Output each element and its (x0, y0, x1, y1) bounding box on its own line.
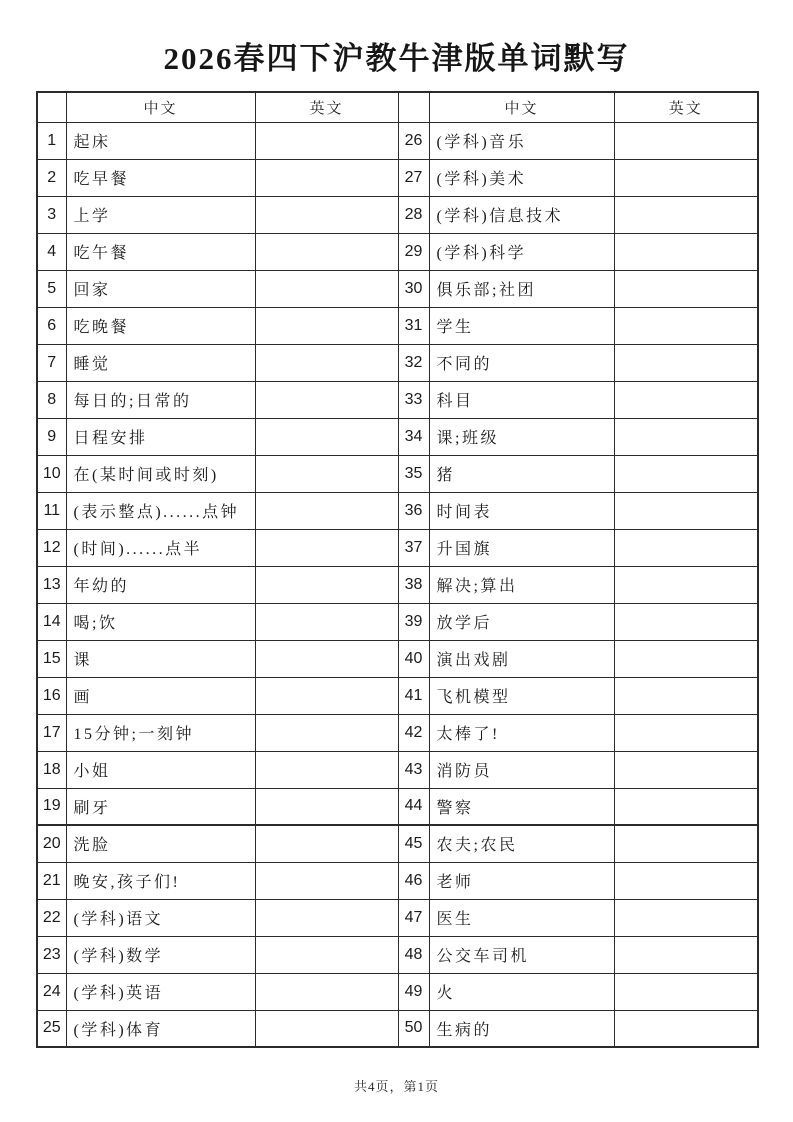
row-number-cell: 3 (37, 196, 66, 233)
row-number-cell: 46 (398, 862, 429, 899)
english-answer-cell (614, 973, 758, 1010)
english-answer-cell (255, 751, 398, 788)
chinese-term-cell: 小姐 (66, 751, 255, 788)
english-answer-cell (614, 455, 758, 492)
table-row (37, 159, 758, 196)
english-answer-cell (255, 973, 398, 1010)
row-number-cell: 40 (398, 640, 429, 677)
chinese-term-cell: 喝;饮 (66, 603, 255, 640)
chinese-term-cell: 吃早餐 (66, 159, 255, 196)
english-answer-cell (255, 455, 398, 492)
page-footer: 共4页，第1页 (353, 1079, 439, 1094)
chinese-term-cell: 解决;算出 (429, 566, 614, 603)
row-number-cell: 8 (37, 381, 66, 418)
chinese-term-cell: 放学后 (429, 603, 614, 640)
chinese-term-cell: (学科)美术 (429, 159, 614, 196)
chinese-term-cell: 画 (66, 677, 255, 714)
chinese-term-cell: 15分钟;一刻钟 (66, 714, 255, 751)
english-answer-cell (614, 196, 758, 233)
english-answer-cell (614, 344, 758, 381)
row-number-cell: 30 (398, 270, 429, 307)
english-answer-cell (614, 899, 758, 936)
table-row (37, 825, 758, 862)
row-number-cell: 10 (37, 455, 66, 492)
english-answer-cell (614, 936, 758, 973)
table-row (37, 899, 758, 936)
row-number-cell: 47 (398, 899, 429, 936)
header-english-right: 英文 (614, 92, 758, 122)
chinese-term-cell: 医生 (429, 899, 614, 936)
english-answer-cell (614, 640, 758, 677)
row-number-cell: 14 (37, 603, 66, 640)
row-number-cell: 29 (398, 233, 429, 270)
row-number-cell: 4 (37, 233, 66, 270)
english-answer-cell (614, 381, 758, 418)
chinese-term-cell: (时间)......点半 (66, 529, 255, 566)
english-answer-cell (255, 159, 398, 196)
table-row (37, 492, 758, 529)
english-answer-cell (614, 862, 758, 899)
row-number-cell: 50 (398, 1010, 429, 1047)
english-answer-cell (255, 1010, 398, 1047)
row-number-cell: 12 (37, 529, 66, 566)
english-answer-cell (255, 862, 398, 899)
table-row (37, 381, 758, 418)
chinese-term-cell: 火 (429, 973, 614, 1010)
chinese-term-cell: (学科)体育 (66, 1010, 255, 1047)
table-row (37, 603, 758, 640)
row-number-cell: 36 (398, 492, 429, 529)
english-answer-cell (614, 307, 758, 344)
chinese-term-cell: 上学 (66, 196, 255, 233)
english-answer-cell (614, 270, 758, 307)
row-number-cell: 44 (398, 788, 429, 825)
chinese-term-cell: (学科)语文 (66, 899, 255, 936)
chinese-term-cell: 时间表 (429, 492, 614, 529)
row-number-cell: 23 (37, 936, 66, 973)
row-number-cell: 45 (398, 825, 429, 862)
header-index-left (37, 92, 66, 122)
english-answer-cell (255, 677, 398, 714)
table-row (37, 1010, 758, 1047)
english-answer-cell (614, 529, 758, 566)
row-number-cell: 27 (398, 159, 429, 196)
english-answer-cell (614, 159, 758, 196)
chinese-term-cell: 刷牙 (66, 788, 255, 825)
header-index-right (398, 92, 429, 122)
chinese-term-cell: 在(某时间或时刻) (66, 455, 255, 492)
chinese-term-cell: 农夫;农民 (429, 825, 614, 862)
table-row (37, 529, 758, 566)
chinese-term-cell: 洗脸 (66, 825, 255, 862)
table-row (37, 233, 758, 270)
english-answer-cell (614, 714, 758, 751)
row-number-cell: 34 (398, 418, 429, 455)
chinese-term-cell: 课 (66, 640, 255, 677)
table-row (37, 751, 758, 788)
chinese-term-cell: (学科)英语 (66, 973, 255, 1010)
row-number-cell: 19 (37, 788, 66, 825)
table-row (37, 122, 758, 159)
chinese-term-cell: 课;班级 (429, 418, 614, 455)
table-row (37, 714, 758, 751)
row-number-cell: 21 (37, 862, 66, 899)
row-number-cell: 28 (398, 196, 429, 233)
chinese-term-cell: 演出戏剧 (429, 640, 614, 677)
header-chinese-left: 中文 (66, 92, 255, 122)
chinese-term-cell: 消防员 (429, 751, 614, 788)
chinese-term-cell: 太棒了! (429, 714, 614, 751)
english-answer-cell (614, 825, 758, 862)
table-row (37, 973, 758, 1010)
chinese-term-cell: 回家 (66, 270, 255, 307)
table-row (37, 862, 758, 899)
table-row (37, 307, 758, 344)
english-answer-cell (614, 122, 758, 159)
english-answer-cell (255, 603, 398, 640)
chinese-term-cell: 公交车司机 (429, 936, 614, 973)
row-number-cell: 48 (398, 936, 429, 973)
chinese-term-cell: 学生 (429, 307, 614, 344)
table-row (37, 344, 758, 381)
row-number-cell: 18 (37, 751, 66, 788)
row-number-cell: 6 (37, 307, 66, 344)
chinese-term-cell: 科目 (429, 381, 614, 418)
chinese-term-cell: (学科)信息技术 (429, 196, 614, 233)
table-row (37, 418, 758, 455)
row-number-cell: 5 (37, 270, 66, 307)
row-number-cell: 1 (37, 122, 66, 159)
row-number-cell: 9 (37, 418, 66, 455)
english-answer-cell (255, 529, 398, 566)
row-number-cell: 41 (398, 677, 429, 714)
header-chinese-right: 中文 (429, 92, 614, 122)
english-answer-cell (255, 899, 398, 936)
english-answer-cell (614, 788, 758, 825)
chinese-term-cell: 每日的;日常的 (66, 381, 255, 418)
english-answer-cell (255, 122, 398, 159)
table-row (37, 936, 758, 973)
english-answer-cell (255, 270, 398, 307)
row-number-cell: 39 (398, 603, 429, 640)
english-answer-cell (255, 307, 398, 344)
chinese-term-cell: 日程安排 (66, 418, 255, 455)
row-number-cell: 26 (398, 122, 429, 159)
row-number-cell: 22 (37, 899, 66, 936)
row-number-cell: 25 (37, 1010, 66, 1047)
row-number-cell: 7 (37, 344, 66, 381)
row-number-cell: 32 (398, 344, 429, 381)
chinese-term-cell: (学科)数学 (66, 936, 255, 973)
english-answer-cell (614, 1010, 758, 1047)
table-row (37, 788, 758, 825)
chinese-term-cell: (表示整点)......点钟 (66, 492, 255, 529)
chinese-term-cell: 猪 (429, 455, 614, 492)
english-answer-cell (255, 492, 398, 529)
chinese-term-cell: 警察 (429, 788, 614, 825)
english-answer-cell (255, 788, 398, 825)
header-english-left: 英文 (255, 92, 398, 122)
row-number-cell: 20 (37, 825, 66, 862)
row-number-cell: 16 (37, 677, 66, 714)
chinese-term-cell: (学科)科学 (429, 233, 614, 270)
row-number-cell: 33 (398, 381, 429, 418)
chinese-term-cell: 不同的 (429, 344, 614, 381)
row-number-cell: 15 (37, 640, 66, 677)
chinese-term-cell: 俱乐部;社团 (429, 270, 614, 307)
chinese-term-cell: 生病的 (429, 1010, 614, 1047)
row-number-cell: 31 (398, 307, 429, 344)
chinese-term-cell: 吃午餐 (66, 233, 255, 270)
row-number-cell: 2 (37, 159, 66, 196)
header-row (37, 92, 758, 122)
row-number-cell: 43 (398, 751, 429, 788)
chinese-term-cell: 起床 (66, 122, 255, 159)
chinese-term-cell: 升国旗 (429, 529, 614, 566)
english-answer-cell (255, 233, 398, 270)
row-number-cell: 49 (398, 973, 429, 1010)
english-answer-cell (255, 640, 398, 677)
row-number-cell: 35 (398, 455, 429, 492)
chinese-term-cell: 晚安,孩子们! (66, 862, 255, 899)
english-answer-cell (255, 825, 398, 862)
english-answer-cell (614, 603, 758, 640)
chinese-term-cell: 吃晚餐 (66, 307, 255, 344)
chinese-term-cell: 老师 (429, 862, 614, 899)
english-answer-cell (614, 492, 758, 529)
page-title: 2026春四下沪教牛津版单词默写 (163, 41, 630, 76)
table-row (37, 640, 758, 677)
row-number-cell: 24 (37, 973, 66, 1010)
english-answer-cell (255, 196, 398, 233)
english-answer-cell (614, 566, 758, 603)
english-answer-cell (614, 751, 758, 788)
table-row (37, 270, 758, 307)
chinese-term-cell: 年幼的 (66, 566, 255, 603)
english-answer-cell (614, 418, 758, 455)
row-number-cell: 38 (398, 566, 429, 603)
table-row (37, 455, 758, 492)
english-answer-cell (255, 714, 398, 751)
english-answer-cell (255, 566, 398, 603)
table-row (37, 566, 758, 603)
chinese-term-cell: 飞机模型 (429, 677, 614, 714)
row-number-cell: 37 (398, 529, 429, 566)
chinese-term-cell: (学科)音乐 (429, 122, 614, 159)
row-number-cell: 17 (37, 714, 66, 751)
english-answer-cell (614, 677, 758, 714)
table-row (37, 196, 758, 233)
row-number-cell: 11 (37, 492, 66, 529)
row-number-cell: 13 (37, 566, 66, 603)
english-answer-cell (255, 344, 398, 381)
row-number-cell: 42 (398, 714, 429, 751)
table-row (37, 677, 758, 714)
vocab-table (36, 91, 759, 1048)
english-answer-cell (255, 381, 398, 418)
english-answer-cell (255, 418, 398, 455)
chinese-term-cell: 睡觉 (66, 344, 255, 381)
english-answer-cell (614, 233, 758, 270)
english-answer-cell (255, 936, 398, 973)
